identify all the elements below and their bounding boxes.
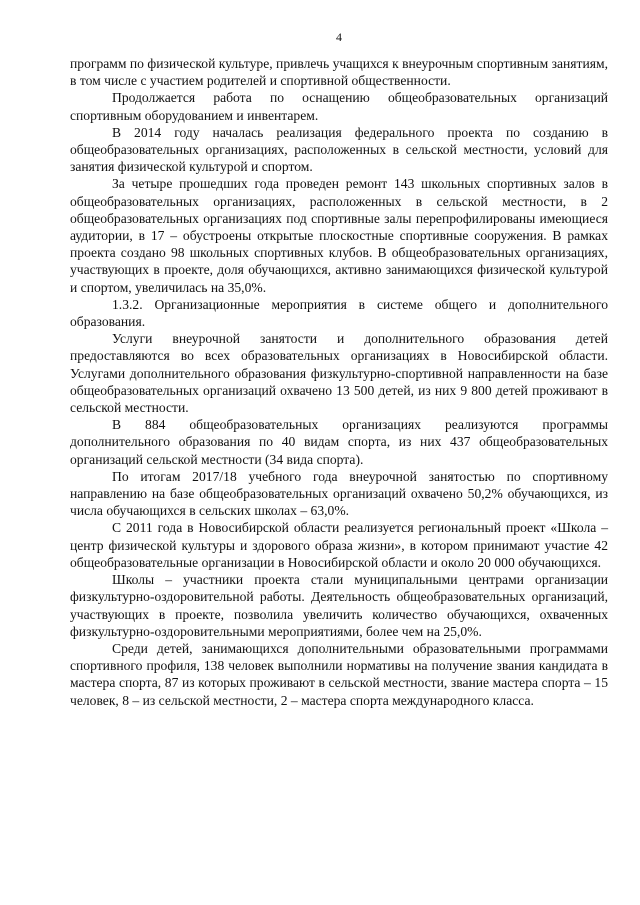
paragraph-renovation-results: За четыре прошедших года проведен ремонт 143 школьных спортивных залов в общеобразовательных организациях, расположенных в сельской местности, в 2 общеобразовательных организациях под спортивные залы перепрофилированы имеющиеся аудитории, в 17 – обустроены открытые плоскостные спортивные сооружения. В рамках проекта создано 98 школьных спортивных клубов. В общеобразовательных организациях, участвующих в проекте, доля обучающихся, активно занимающихся физической культурой и спортом, увеличилась на 35,0%. — [70, 176, 608, 295]
paragraph-continuation: программ по физической культуре, привлечь учащихся к внеурочным спортивным занятиям, в том числе с участием родителей и спортивной общественности. — [70, 56, 608, 89]
section-heading-1-3-2: 1.3.2. Организационные мероприятия в системе общего и дополнительного образования. — [70, 296, 608, 330]
paragraph-extracurricular-services: Услуги внеурочной занятости и дополнительного образования детей предоставляются во всех образовательных организациях в Новосибирской области. Услугами дополнительного образования физкультурно-спортивной направленности на базе общеобразовательных организаций охвачено 13 500 детей, из них 9 800 детей проживают в сельской местности. — [70, 331, 608, 416]
paragraph-sport-programs: В 884 общеобразовательных организациях реализуются программы дополнительного образования по 40 видам спорта, из них 437 общеобразовательных организаций сельской местности (34 вида спорта). — [70, 417, 608, 467]
paragraph-regional-project: С 2011 года в Новосибирской области реализуется региональный проект «Школа – центр физической культуры и здорового образа жизни», в котором принимают участие 42 общеобразовательные организации в Новосибирской области и около 20 000 обучающихся. — [70, 520, 608, 570]
paragraph-federal-project: В 2014 году началась реализация федерального проекта по созданию в общеобразовательных организациях, расположенных в сельской местности, условий для занятия физической культурой и спортом. — [70, 124, 608, 175]
paragraph-sport-achievements: Среди детей, занимающихся дополнительными образовательными программами спортивного профиля, 138 человек выполнили нормативы на получение звания кандидата в мастера спорта, 87 из которых проживают в сельской местности, звание мастера спорта – 15 человек, 8 – из сельской местности, 2 – мастера спорта международного класса. — [70, 640, 608, 708]
page-number: 4 — [336, 30, 342, 44]
paragraph-municipal-centers: Школы – участники проекта стали муниципальными центрами организации физкультурно-оздоровительной работы. Деятельность общеобразовательных организаций, участвующих в проекте, позволила увеличить количество обучающихся, охваченных физкультурно-оздоровительными мероприятиями, более чем на 25,0%. — [70, 572, 608, 639]
document-page — [70, 30, 608, 709]
paragraph-equipment: Продолжается работа по оснащению общеобразовательных организаций спортивным оборудованием и инвентарем. — [70, 90, 608, 123]
paragraph-school-year-results: По итогам 2017/18 учебного года внеурочной занятостью по спортивному направлению на базе общеобразовательных организаций охвачено 50,2% обучающихся, из числа обучающихся в сельских школах – 63,0%. — [70, 468, 608, 519]
